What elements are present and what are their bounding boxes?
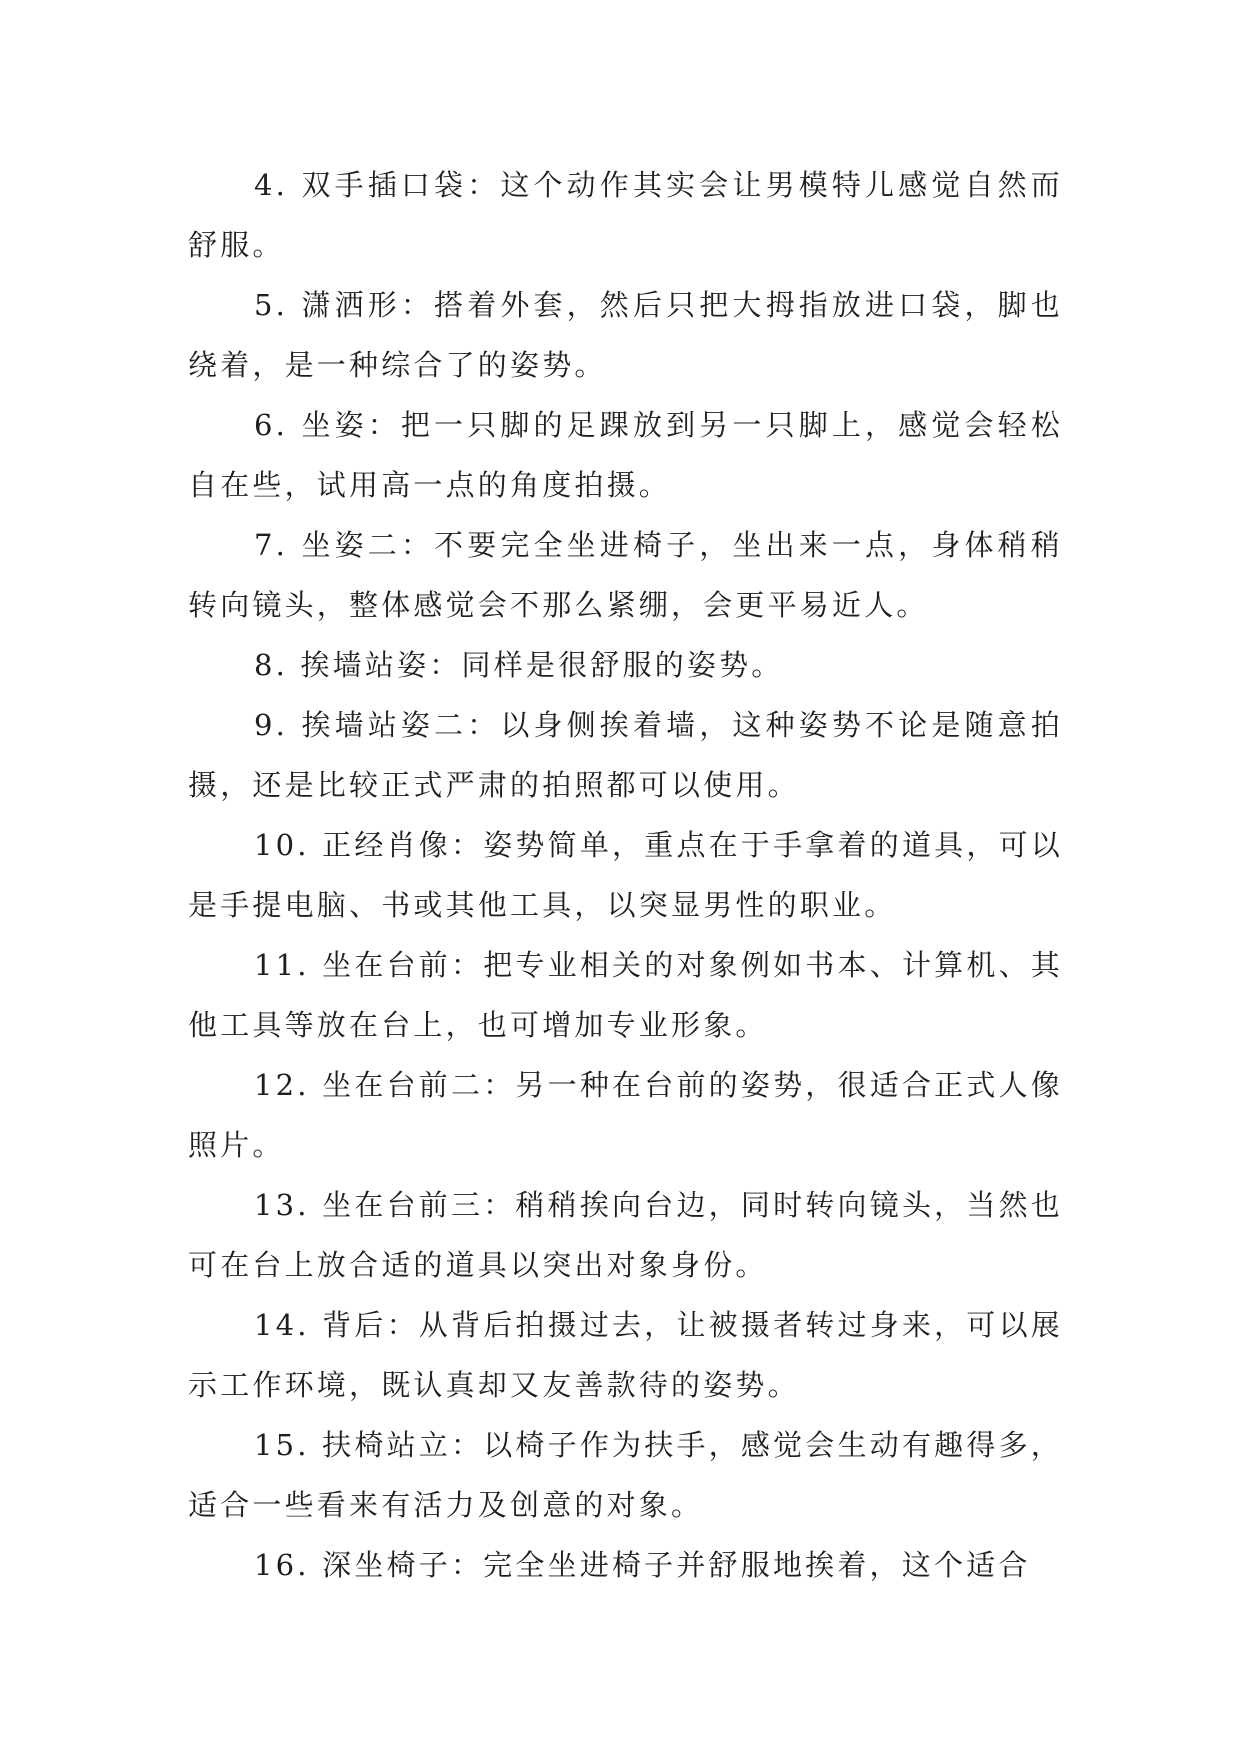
paragraph-item-14: 14. 背后：从背后拍摄过去，让被摄者转过身来，可以展示工作环境，既认真却又友善款待的姿势。 bbox=[188, 1308, 1063, 1402]
paragraph-item-16: 16. 深坐椅子：完全坐进椅子并舒服地挨着，这个适合 bbox=[254, 1548, 1031, 1582]
paragraph-item-11: 11. 坐在台前：把专业相关的对象例如书本、计算机、其他工具等放在台上，也可增加专业形象。 bbox=[188, 948, 1063, 1042]
paragraph-item-8: 8. 挨墙站姿：同样是很舒服的姿势。 bbox=[254, 648, 784, 682]
paragraph-item-10: 10. 正经肖像：姿势简单，重点在于手拿着的道具，可以是手提电脑、书或其他工具，以突显男性的职业。 bbox=[188, 828, 1063, 922]
paragraph-item-9: 9. 挨墙站姿二：以身侧挨着墙，这种姿势不论是随意拍摄，还是比较正式严肃的拍照都可以使用。 bbox=[188, 708, 1063, 802]
document-body bbox=[188, 155, 1063, 1595]
paragraph-item-13: 13. 坐在台前三：稍稍挨向台边，同时转向镜头，当然也可在台上放合适的道具以突出对象身份。 bbox=[188, 1188, 1063, 1282]
paragraph-item-6: 6. 坐姿：把一只脚的足踝放到另一只脚上，感觉会轻松自在些，试用高一点的角度拍摄。 bbox=[188, 408, 1063, 502]
paragraph-item-15: 15. 扶椅站立：以椅子作为扶手，感觉会生动有趣得多，适合一些看来有活力及创意的对象。 bbox=[188, 1428, 1063, 1522]
paragraph-item-7: 7. 坐姿二：不要完全坐进椅子，坐出来一点，身体稍稍转向镜头，整体感觉会不那么紧绷，会更平易近人。 bbox=[188, 528, 1063, 622]
paragraph-item-12: 12. 坐在台前二：另一种在台前的姿势，很适合正式人像照片。 bbox=[188, 1068, 1063, 1162]
paragraph-item-5: 5. 潇洒形：搭着外套，然后只把大拇指放进口袋，脚也绕着，是一种综合了的姿势。 bbox=[188, 288, 1063, 382]
paragraph-item-4: 4. 双手插口袋：这个动作其实会让男模特儿感觉自然而舒服。 bbox=[188, 168, 1063, 262]
